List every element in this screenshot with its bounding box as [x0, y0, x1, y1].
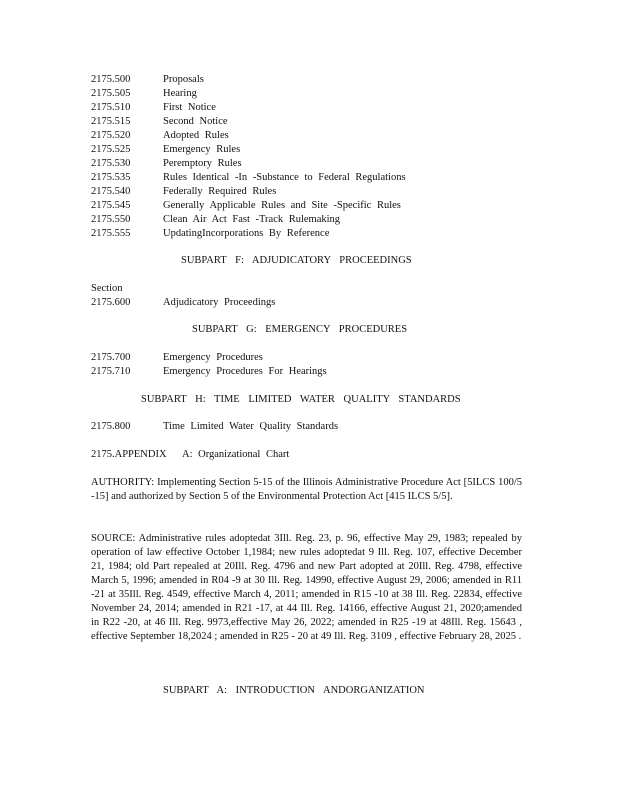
section-number: 2175.525: [91, 144, 131, 155]
section-number: 2175.515: [91, 116, 131, 127]
section-number: 2175.510: [91, 102, 131, 113]
section-number: 2175.530: [91, 158, 131, 169]
section-number: 2175.505: [91, 88, 131, 99]
section-title: Second Notice: [163, 116, 228, 127]
section-label: Section: [91, 283, 123, 294]
section-title: Clean Air Act Fast -Track Rulemaking: [163, 214, 341, 225]
section-row: [91, 101, 523, 115]
appendix-title: A: Organizational Chart: [182, 449, 290, 460]
appendix-row: [91, 448, 523, 462]
subpart-f-section-list: [91, 282, 523, 310]
section-number: 2175.555: [91, 228, 131, 239]
section-title: Generally Applicable Rules and Site -Specific Rules: [163, 200, 401, 211]
subpart-h-heading: SUBPART H: TIME LIMITED WATER QUALITY STANDARDS: [141, 394, 461, 405]
section-title: Adjudicatory Proceedings: [163, 297, 276, 308]
subpart-g-section-list: [91, 351, 523, 379]
section-number: 2175.535: [91, 172, 131, 183]
section-number: 2175.545: [91, 200, 131, 211]
section-row: [91, 157, 523, 171]
section-row: [91, 420, 523, 434]
section-number: 2175.550: [91, 214, 131, 225]
section-title: Time Limited Water Quality Standards: [163, 421, 339, 432]
section-row: [91, 185, 523, 199]
subpart-h-section-list: [91, 420, 523, 434]
section-number: 2175.500: [91, 74, 131, 85]
section-row: [91, 73, 523, 87]
section-row: [91, 213, 523, 227]
authority-paragraph: AUTHORITY: Implementing Section 5-15 of the Illinois Administrative Procedure Act [5ILCS 100/5 -15] and authorized by Section 5 of the Environmental Protection Act [415 ILCS 5/5].: [91, 477, 522, 502]
section-title: Federally Required Rules: [163, 186, 277, 197]
appendix-number: 2175.APPENDIX: [91, 449, 167, 460]
section-row: [91, 365, 523, 379]
section-number: 2175.600: [91, 297, 131, 308]
section-row: [91, 129, 523, 143]
section-number: 2175.520: [91, 130, 131, 141]
section-title: UpdatingIncorporations By Reference: [163, 228, 330, 239]
section-number: 2175.700: [91, 352, 131, 363]
subpart-g-heading: SUBPART G: EMERGENCY PROCEDURES: [192, 324, 408, 335]
section-title: Proposals: [163, 74, 204, 85]
section-row: [91, 171, 523, 185]
section-title: Emergency Procedures For Hearings: [163, 366, 327, 377]
section-number: 2175.540: [91, 186, 131, 197]
section-title: Adopted Rules: [163, 130, 229, 141]
section-row: [91, 296, 523, 310]
section-row: [91, 87, 523, 101]
section-row: [91, 115, 523, 129]
section-number: 2175.800: [91, 421, 131, 432]
subpart-f-heading: SUBPART F: ADJUDICATORY PROCEEDINGS: [181, 255, 412, 266]
section-title: Emergency Rules: [163, 144, 241, 155]
section-row: [91, 351, 523, 365]
subpart-e-section-list: [91, 73, 523, 241]
section-row: [91, 227, 523, 241]
section-number: 2175.710: [91, 366, 131, 377]
section-title: Peremptory Rules: [163, 158, 242, 169]
section-title: First Notice: [163, 102, 216, 113]
section-row: [91, 199, 523, 213]
section-title: Rules Identical -In -Substance to Federal Regulations: [163, 172, 406, 183]
subpart-a-heading: SUBPART A: INTRODUCTION ANDORGANIZATION: [163, 685, 425, 696]
section-title: Hearing: [163, 88, 197, 99]
section-title: Emergency Procedures: [163, 352, 263, 363]
source-paragraph: SOURCE: Administrative rules adoptedat 3Ill. Reg. 23, p. 96, effective May 29, 1983; repealed by operation of law effective October 1,1984; new rules adoptedat 9 Ill. Reg. 107, effective December 21, 1984; old Part repealed at 20Ill. Reg. 4796 and new Part adopted at 20Ill. Reg. 4798, effective March 5, 1996; amended in R04 -9 at 30 Ill. Reg. 14990, effective August 29, 2006; amended in R11 -21 at 35Ill. Reg. 4549, effective March 4, 2011; amended in R15 -10 at 38 Ill. Reg. 22834, effective November 24, 2014; amended in R21 -17, at 44 Ill. Reg. 14166, effective August 21, 2020;amended in R22 -20, at 46 Ill. Reg. 9973,effective May 26, 2022; amended in R25 -19 at 48Ill. Reg. 15643 , effective September 18,2024 ; amended in R25 - 20 at 49 Ill. Reg. 3109 , effective February 28, 2025 .: [91, 533, 522, 642]
appendix-list: [91, 448, 523, 462]
section-row: [91, 143, 523, 157]
